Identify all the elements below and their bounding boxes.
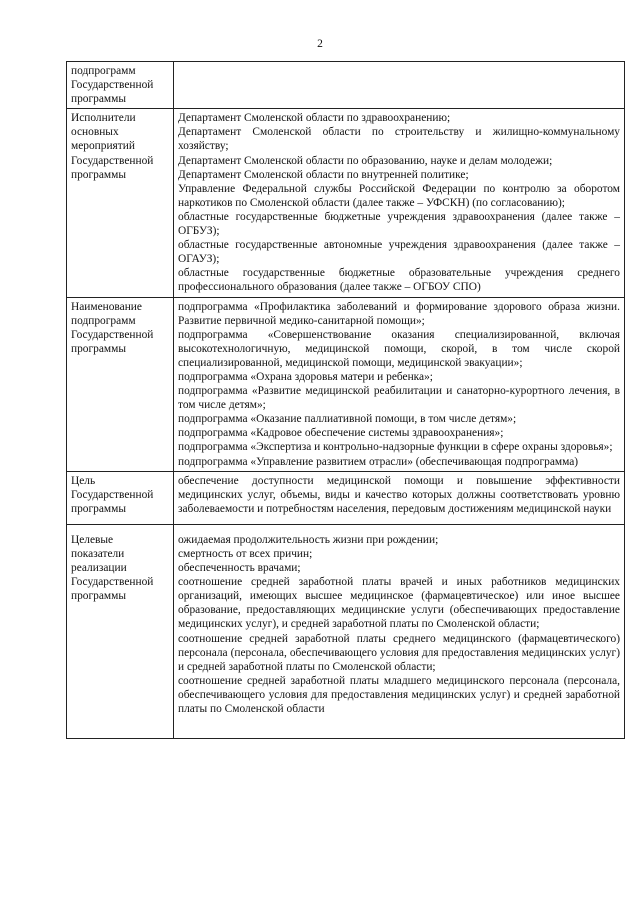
list-item: соотношение средней заработной платы врачей и иных работников медицинских организаций, имеющих высшее медицинское (фармацевтическое) или иное высшее образование, предоставляющих медицинские услуги (обеспечивающих предоставление медицинских услуг), и средней заработной платы по Смоленской области; (178, 576, 620, 631)
row-label-text: Наименование подпрограмм Государственной программы (71, 300, 154, 355)
list-item: обеспечение доступности медицинской помощи и повышение эффективности медицинских услуг, объемы, виды и качество которых должны соответствовать уровню заболеваемости и потребностям населения, передовым достижениям медицинской науки (178, 474, 620, 515)
list-item: подпрограмма «Охрана здоровья матери и ребенка»; (178, 370, 433, 383)
table-row (67, 109, 625, 297)
list-item: подпрограмма «Оказание паллиативной помощи, в том числе детям»; (178, 413, 517, 426)
passport-table (66, 61, 625, 739)
row-content (174, 109, 625, 297)
list-item: подпрограмма «Развитие медицинской реабилитации и санаторно-курортного лечения, в том числе детям»; (178, 385, 620, 412)
list-item: областные государственные бюджетные учреждения здравоохранения (далее также – ОГБУЗ); (178, 210, 620, 238)
list-item: Департамент Смоленской области по образованию, науке и делам молодежи; (178, 154, 553, 167)
list-item: ожидаемая продолжительность жизни при рождении; (178, 533, 439, 546)
row-content (174, 297, 625, 471)
table-row (67, 297, 625, 471)
row-label-text: подпрограмм Государственной программы (71, 65, 154, 106)
row-content (174, 62, 625, 109)
list-item: Департамент Смоленской области по внутренней политике; (178, 168, 469, 181)
page-number: 2 (317, 38, 323, 50)
row-label-text: Исполнители основных мероприятий Государственной программы (71, 112, 154, 181)
list-item: подпрограмма «Кадровое обеспечение системы здравоохранения»; (178, 427, 504, 440)
list-item: подпрограмма «Управление развитием отрасли» (обеспечивающая подпрограмма) (178, 455, 579, 468)
list-item: Управление Федеральной службы Российской Федерации по контролю за оборотом наркотиков по Смоленской области (далее также – УФСКН) (по согласованию); (178, 182, 620, 209)
list-item: подпрограмма «Профилактика заболеваний и формирование здорового образа жизни. Развитие первичной медико-санитарной помощи»; (178, 300, 620, 327)
list-item: соотношение средней заработной платы среднего медицинского (фармацевтического) персонала (персонала, обеспечивающего условия для предоставления медицинских услуг) и средней заработной платы по Смоленской области; (178, 632, 620, 673)
list-item: подпрограмма «Совершенствование оказания специализированной, включая высокотехнологичную, медицинской помощи, скорой, в том числе скорой специализированной, медицинской помощи, медицинской эвакуации»; (178, 328, 620, 369)
table-row (67, 471, 625, 524)
table-row (67, 524, 625, 738)
row-content (174, 524, 625, 738)
row-label (67, 524, 174, 738)
row-label-text: Целевые показатели реализации Государственной программы (71, 533, 154, 603)
list-item: Департамент Смоленской области по здравоохранению; (178, 112, 451, 125)
list-item: соотношение средней заработной платы младшего медицинского персонала (персонала, обеспечивающего условия для предоставления медицинских услуг) и средней заработной платы по Смоленской области (178, 674, 620, 716)
row-label (67, 109, 174, 297)
row-label-text: Цель Государственной программы (71, 474, 154, 515)
row-label (67, 62, 174, 109)
row-content (174, 471, 625, 524)
list-item: смертность от всех причин; (178, 548, 313, 560)
row-label (67, 471, 174, 524)
row-label (67, 297, 174, 471)
list-item: обеспеченность врачами; (178, 562, 301, 575)
list-item: областные государственные автономные учреждения здравоохранения (далее также – ОГАУЗ); (178, 239, 620, 266)
list-item: Департамент Смоленской области по строительству и жилищно-коммунальному хозяйству; (178, 126, 620, 153)
table-row (67, 62, 625, 109)
list-item: подпрограмма «Экспертиза и контрольно-надзорные функции в сфере охраны здоровья»; (178, 441, 613, 454)
list-item: областные государственные бюджетные образовательные учреждения среднего профессионального образования (далее также – ОГБОУ СПО) (178, 267, 620, 294)
